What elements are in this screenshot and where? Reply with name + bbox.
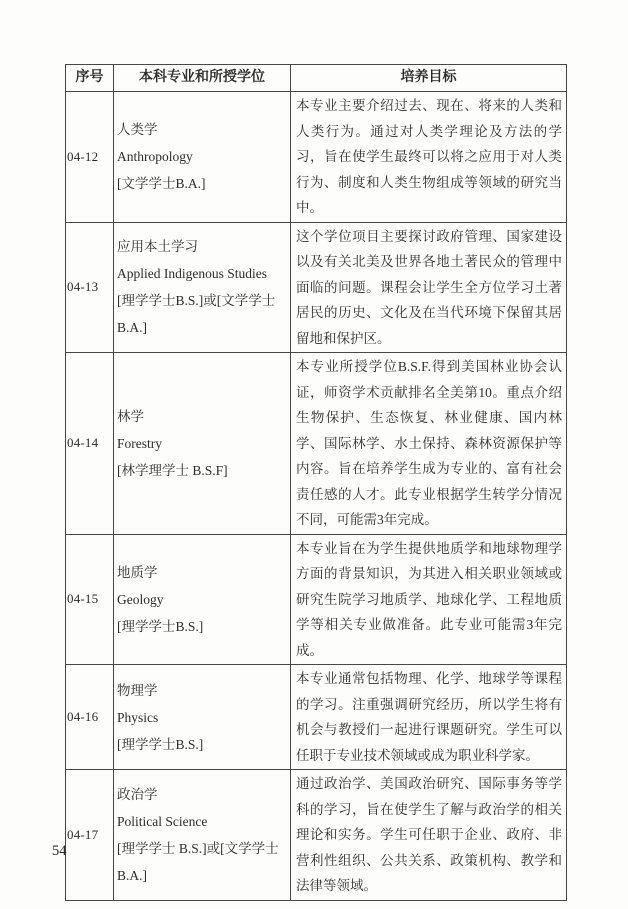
major-line: B.A.] (117, 867, 147, 883)
seq-number: 04-17 (66, 770, 114, 901)
major-line: B.A.] (117, 320, 147, 336)
table-row (66, 534, 567, 665)
major-line: [理学学士B.S.]或[文学学士 (117, 293, 276, 309)
major-line: 应用本土学习 (117, 239, 198, 255)
major-line: 林学 (117, 408, 144, 424)
major-line: [林学理学士 B.S.F] (117, 462, 228, 478)
table-row (66, 222, 567, 353)
header-major-degree: 本科专业和所授学位 (114, 65, 291, 92)
major-and-degree (114, 353, 291, 535)
seq-number: 04-13 (66, 222, 114, 353)
major-line: Physics (117, 709, 159, 725)
seq-number: 04-14 (66, 353, 114, 535)
major-line: 政治学 (117, 786, 158, 802)
major-and-degree (114, 534, 291, 665)
table-row (66, 353, 567, 535)
major-line: [理学学士B.S.] (117, 736, 204, 752)
training-objective: 本专业通常包括物理、化学、地球学等课程的学习。注重强调研究经历，所以学生将有机会与教授们一起进行课题研究。学生可以任职于专业技术领域或成为职业科学家。 (291, 665, 567, 770)
training-objective: 这个学位项目主要探讨政府管理、国家建设以及有关北美及世界各地土著民众的管理中面临的问题。课程会让学生全方位学习土著居民的历史、文化及在当代环境下保留其居留地和保护区。 (291, 222, 567, 353)
major-and-degree (114, 665, 291, 770)
major-and-degree (114, 92, 291, 223)
major-line: Anthropology (117, 149, 193, 165)
training-objective: 本专业旨在为学生提供地质学和地球物理学方面的背景知识，为其进入相关职业领域或研究生院学习地质学、地球化学、工程地质学等相关专业做准备。此专业可能需3年完成。 (291, 534, 567, 665)
major-line: [理学学士B.S.] (117, 618, 204, 634)
majors-table (65, 64, 567, 901)
major-line: Political Science (117, 813, 208, 829)
training-objective: 通过政治学、美国政治研究、国际事务等学科的学习，旨在使学生了解与政治学的相关理论和实务。学生可任职于企业、政府、非营利性组织、公共关系、政策机构、教学和法律等领域。 (291, 770, 567, 901)
table-body (66, 92, 567, 901)
table-row (66, 665, 567, 770)
major-line: Geology (117, 591, 164, 607)
major-and-degree (114, 222, 291, 353)
table-row (66, 92, 567, 223)
major-line: Forestry (117, 435, 162, 451)
seq-number: 04-15 (66, 534, 114, 665)
major-and-degree (114, 770, 291, 901)
major-line: 地质学 (117, 564, 158, 580)
header-training-objective: 培养目标 (291, 65, 567, 92)
major-line: [理学学士 B.S.]或[文学学士 (117, 840, 279, 856)
training-objective: 本专业所授学位B.S.F.得到美国林业协会认证，师资学术贡献排名全美第10。重点介绍生物保护、生态恢复、林业健康、国内林学、国际林学、水土保持、森林资源保护等内容。旨在培养学生成为专业的、富有社会责任感的人才。此专业根据学生转学分情况不同，可能需3年完成。 (291, 353, 567, 535)
table-row (66, 770, 567, 901)
header-seq-number: 序号 (66, 65, 114, 92)
major-line: Applied Indigenous Studies (117, 266, 267, 282)
major-line: [文学学士B.A.] (117, 176, 206, 192)
page-number: 54 (52, 843, 67, 859)
seq-number: 04-12 (66, 92, 114, 223)
major-line: 人类学 (117, 122, 158, 138)
training-objective: 本专业主要介绍过去、现在、将来的人类和人类行为。通过对人类学理论及方法的学习，旨在使学生最终可以将之应用于对人类行为、制度和人类生物组成等领域的研究当中。 (291, 92, 567, 223)
seq-number: 04-16 (66, 665, 114, 770)
major-line: 物理学 (117, 682, 158, 698)
table-header-row (66, 65, 567, 92)
